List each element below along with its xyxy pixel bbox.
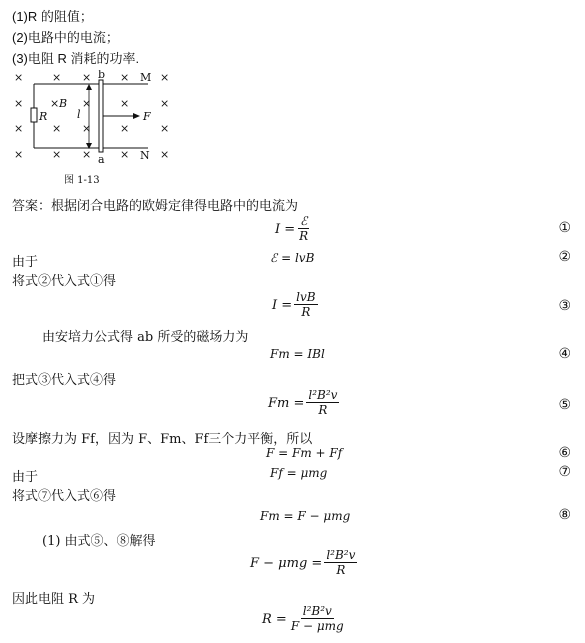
text-ampere-force: 由安培力公式得 ab 所受的磁场力为 xyxy=(42,330,249,345)
equation-6: F = Fm + Ff xyxy=(266,446,343,460)
label-l: l xyxy=(77,108,81,121)
text-substitute-2-1: 将式②代入式①得 xyxy=(12,274,117,289)
cross-mark: × xyxy=(120,148,130,161)
equation-5: Fm = $\frac{\text{l²B²v}}{R}$ xyxy=(268,388,338,417)
question-1: (1)R 的阻值； xyxy=(12,9,93,24)
equation-9: F − μmg = $\frac{\text{l²B²v}}{R}$ xyxy=(250,548,356,577)
cross-mark: × xyxy=(82,71,92,84)
label-F: F xyxy=(143,110,151,123)
text-youyu-2: 由于 xyxy=(12,470,39,485)
rod-ab xyxy=(99,80,103,152)
cross-mark: × xyxy=(82,97,92,110)
text-hence: 因此电阻 R 为 xyxy=(12,592,96,607)
cross-mark: × xyxy=(82,148,92,161)
cross-mark: × xyxy=(52,122,62,135)
figure-caption: 图 1-13 xyxy=(64,175,100,186)
cross-mark: × xyxy=(160,122,170,135)
equation-number-8: ⑧ xyxy=(558,507,571,523)
equation-7: Ff = μmg xyxy=(270,466,328,480)
equation-number-3: ③ xyxy=(558,298,571,314)
equation-10: R = $\frac{\text{l²B²v}}{\text{F − μmg}}$ xyxy=(262,604,344,633)
text-substitute-3-4: 把式③代入式④得 xyxy=(12,373,117,388)
cross-mark: × xyxy=(50,97,60,110)
label-M: M xyxy=(140,71,152,84)
equation-2: ℰ = lvB xyxy=(270,251,315,265)
answer-intro: 答案：根据闭合电路的欧姆定律得电路中的电流为 xyxy=(12,198,299,213)
cross-mark: × xyxy=(14,97,24,110)
question-2: (2)电路中的电流； xyxy=(12,30,119,45)
cross-mark: × xyxy=(14,71,24,84)
equation-8: Fm = F − μmg xyxy=(260,509,351,523)
label-a: a xyxy=(98,153,105,166)
cross-mark: × xyxy=(14,148,24,161)
equation-1: I = $\frac{\text{ℰ}}{R}$ xyxy=(275,214,309,243)
cross-mark: × xyxy=(120,122,130,135)
cross-mark: × xyxy=(160,148,170,161)
label-b: b xyxy=(98,70,106,81)
equation-number-5: ⑤ xyxy=(558,397,571,413)
equation-number-1: ① xyxy=(558,220,571,236)
cross-mark: × xyxy=(82,122,92,135)
equation-number-6: ⑥ xyxy=(558,445,571,461)
text-solve: (1) 由式⑤、⑧解得 xyxy=(42,534,156,549)
question-3: (3)电阻 R 消耗的功率. xyxy=(12,51,140,66)
cross-mark: × xyxy=(52,148,62,161)
cross-mark: × xyxy=(160,71,170,84)
equation-4: Fm = IBl xyxy=(270,347,325,361)
cross-mark: × xyxy=(52,71,62,84)
resistor xyxy=(31,108,37,122)
text-friction: 设摩擦力为 Ff，因为 F、Fm、Ff三个力平衡，所以 xyxy=(12,432,313,447)
cross-mark: × xyxy=(120,71,130,84)
text-substitute-7-6: 将式⑦代入式⑥得 xyxy=(12,489,117,504)
cross-mark: × xyxy=(14,122,24,135)
equation-number-7: ⑦ xyxy=(558,464,571,480)
equation-number-4: ④ xyxy=(558,346,571,362)
equation-number-2: ② xyxy=(558,249,571,265)
equation-3: I = $\frac{\text{lvB}}{R}$ xyxy=(272,290,316,319)
label-N: N xyxy=(140,149,150,162)
circuit-figure xyxy=(12,70,182,188)
cross-mark: × xyxy=(160,97,170,110)
cross-mark: × xyxy=(120,97,130,110)
label-B: B xyxy=(59,97,68,110)
text-youyu-1: 由于 xyxy=(12,255,39,270)
label-R: R xyxy=(39,110,48,123)
